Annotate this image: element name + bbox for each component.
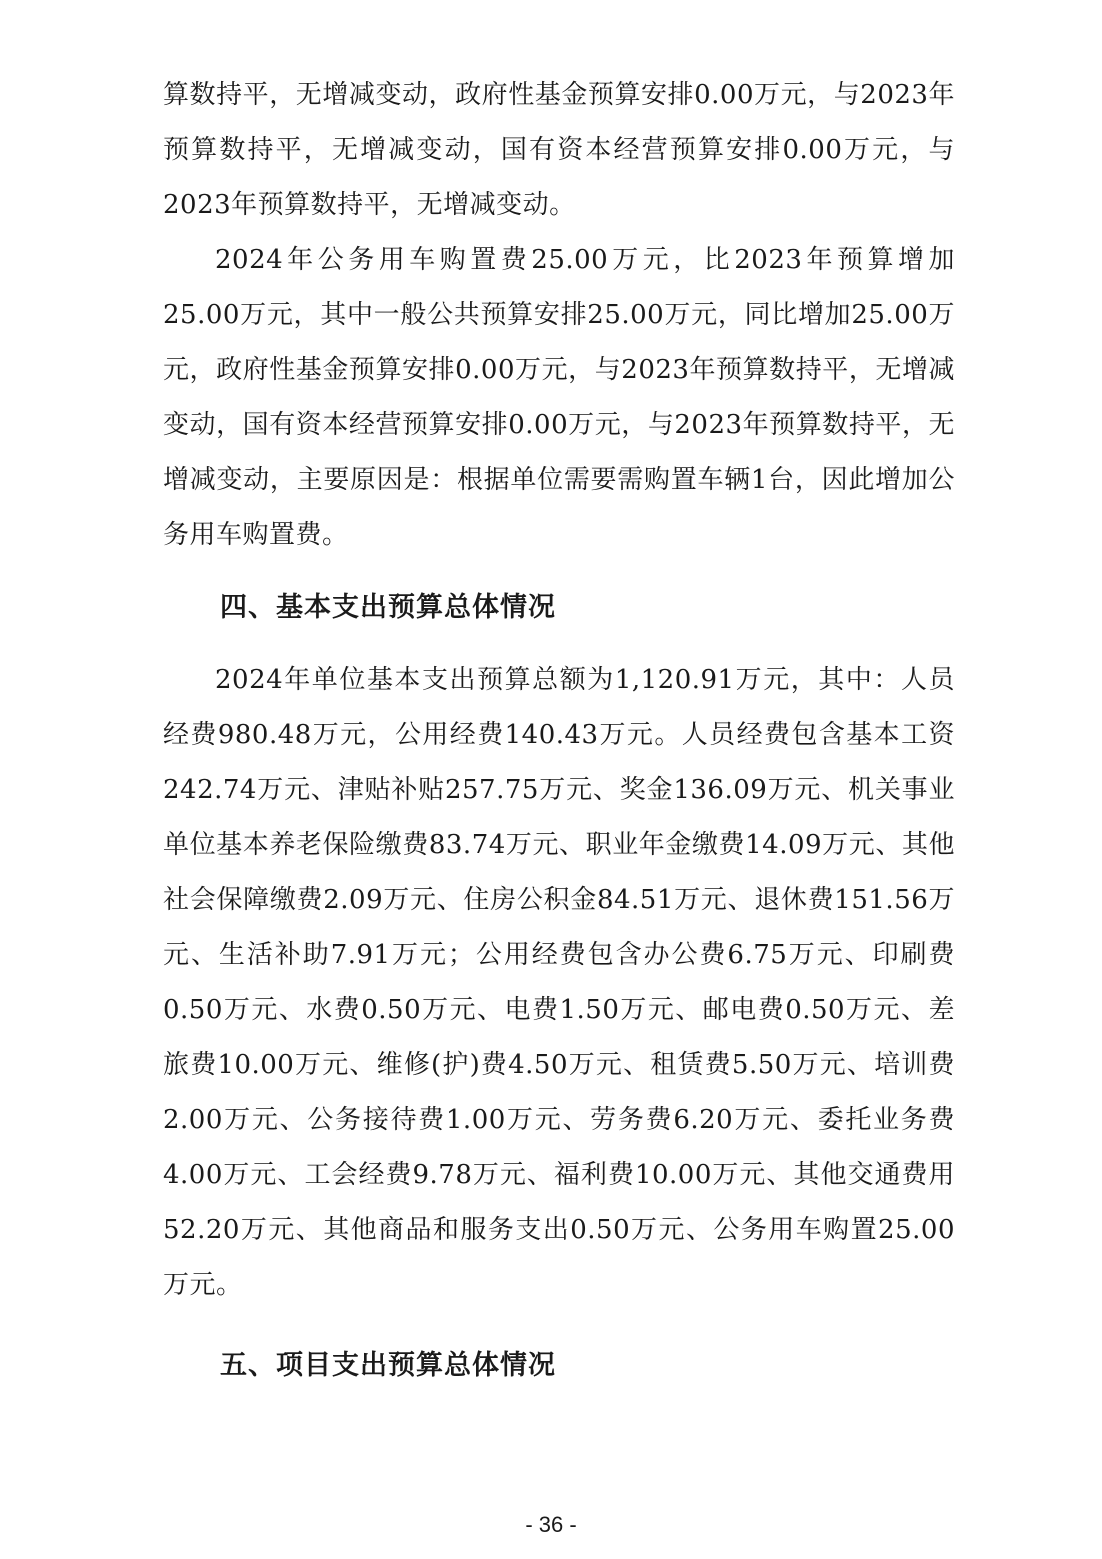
paragraph-basic-expenditure: 2024年单位基本支出预算总额为1,120.91万元，其中：人员经费980.48万元，公用经费140.43万元。人员经费包含基本工资242.74万元、津贴补贴257.75万元、奖金136.09万元、机关事业单位基本养老保险缴费83.74万元、职业年金缴费14.09万元、其他社会保障缴费2.09万元、住房公积金84.51万元、退休费151.56万元、生活补助7.91万元；公用经费包含办公费6.75万元、印刷费0.50万元、水费0.50万元、电费1.50万元、邮电费0.50万元、差旅费10.00万元、维修(护)费4.50万元、租赁费5.50万元、培训费2.00万元、公务接待费1.00万元、劳务费6.20万元、委托业务费4.00万元、工会经费9.78万元、福利费10.00万元、其他交通费用52.20万元、其他商品和服务支出0.50万元、公务用车购置25.00万元。 bbox=[163, 665, 955, 1300]
paragraph-vehicle-purchase: 2024年公务用车购置费25.00万元，比2023年预算增加25.00万元，其中一般公共预算安排25.00万元，同比增加25.00万元，政府性基金预算安排0.00万元，与2023年预算数持平，无增减变动，国有资本经营预算安排0.00万元，与2023年预算数持平，无增减变动，主要原因是：根据单位需要需购置车辆1台，因此增加公务用车购置费。 bbox=[163, 245, 955, 550]
section-heading-project-expenditure: 五、项目支出预算总体情况 bbox=[220, 1350, 556, 1381]
page-number: - 36 - bbox=[525, 1512, 577, 1537]
section-heading-basic-expenditure: 四、基本支出预算总体情况 bbox=[220, 592, 556, 623]
document-page bbox=[163, 68, 955, 1411]
paragraph-budget-continuation: 算数持平，无增减变动，政府性基金预算安排0.00万元，与2023年预算数持平，无增减变动，国有资本经营预算安排0.00万元，与2023年预算数持平，无增减变动。 bbox=[163, 80, 955, 220]
